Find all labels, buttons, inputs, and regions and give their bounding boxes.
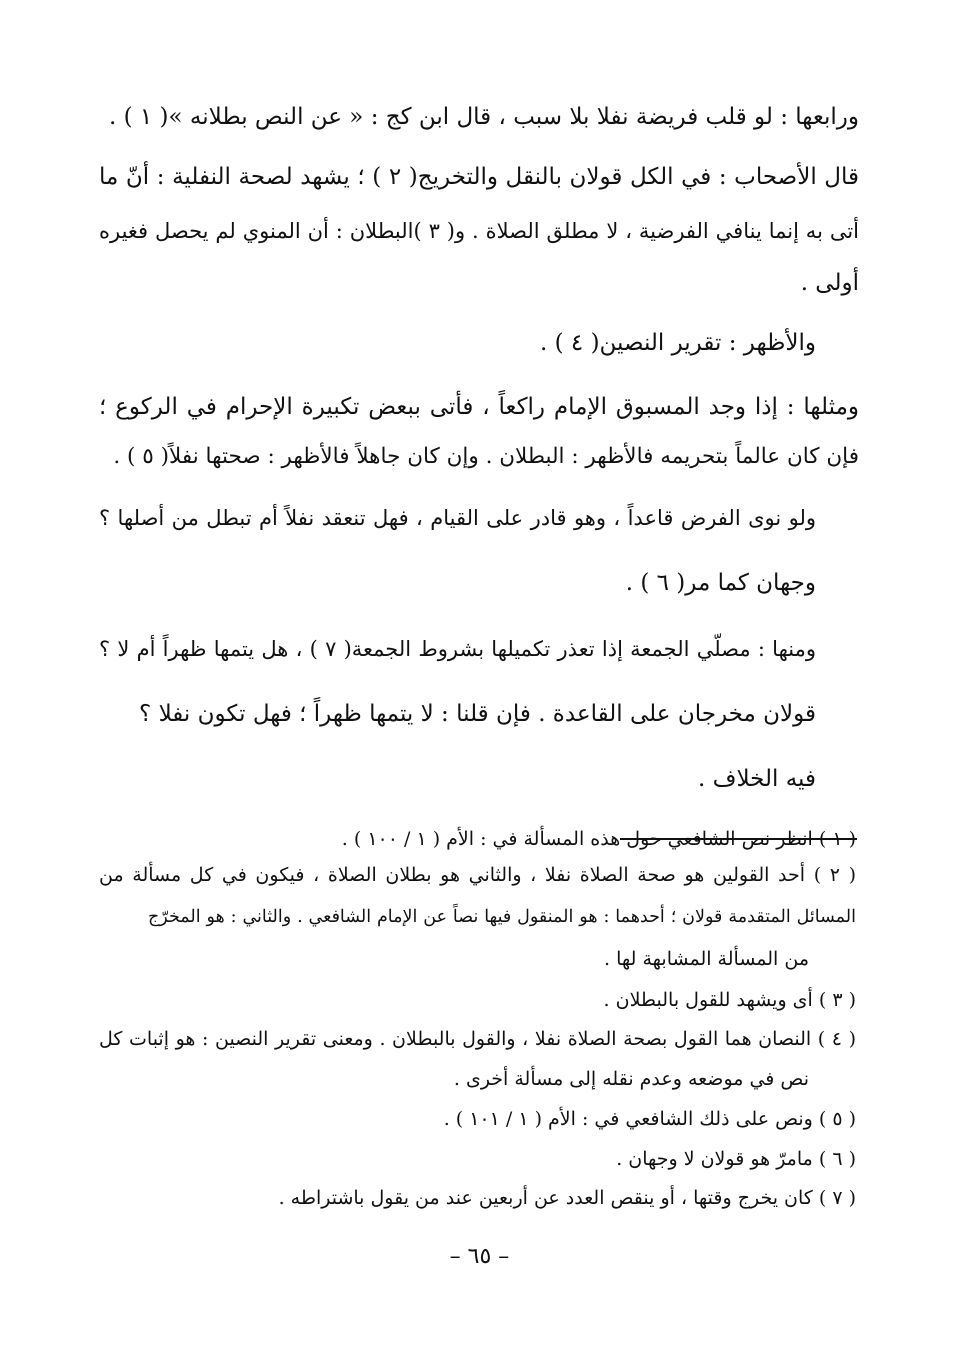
body-line-8: ولو نوى الفرض قاعداً ، وهو قادر على القيام ، فهل تنعقد نفلاً أم تبطل من أصلها ؟ [99,506,816,530]
footnote-3: ( ٣ ) أى ويشهد للقول بالبطلان . [603,989,856,1011]
page-number: – ٦٥ – [449,1244,510,1269]
body-line-5: والأظهر : تقرير النصين( ٤ ) . [540,330,816,356]
footnote-4-line-2: نص في موضعه وعدم نقله إلى مسألة أخرى . [453,1068,809,1090]
footnote-2-line-1: ( ٢ ) أحد القولين هو صحة الصلاة نفلا ، والثاني هو بطلان الصلاة ، فيكون في كل مسألة من [99,864,856,886]
body-line-11: قولان مخرجان على القاعدة . فإن قلنا : لا يتمها ظهراً ؛ فهل تكون نفلا ؟ [139,701,816,727]
body-line-2: قال الأصحاب : في الكل قولان بالنقل والتخريج( ٢ ) ؛ يشهد لصحة النفلية : أنّ ما [99,164,859,190]
footnote-4-line-1: ( ٤ ) النصان هما القول بصحة الصلاة نفلا ، والقول بالبطلان . ومعنى تقرير النصين : هو إثبات كل [99,1028,856,1050]
footnote-6: ( ٦ ) مامرّ هو قولان لا وجهان . [616,1148,856,1170]
footnote-1: ( ١ ) انظر نص الشافعي حول هذه المسألة في : الأم ( ١ / ١٠٠ ) . [341,828,856,850]
body-line-9: وجهان كما مر( ٦ ) . [625,570,816,596]
body-line-4: أولى . [800,270,859,296]
body-line-7: فإن كان عالماً بتحريمه فالأظهر : البطلان . وإن كان جاهلاً فالأظهر : صحتها نفلاً( ٥ ) . [113,444,859,469]
footnote-2-line-3: من المسألة المشابهة لها . [604,948,809,970]
footnote-2-line-2: المسائل المتقدمة قولان ؛ أحدهما : هو المنقول فيها نصاً عن الإمام الشافعي . والثاني : هو المخرّج [148,907,856,927]
body-line-6: ومثلها : إذا وجد المسبوق الإمام راكعاً ، فأتى ببعض تكبيرة الإحرام في الركوع ؛ [99,394,859,420]
body-line-1: ورابعها : لو قلب فريضة نفلا بلا سبب ، قال ابن كج : « عن النص بطلانه »( ١ ) . [108,104,859,130]
footnote-7: ( ٧ ) كان يخرج وقتها ، أو ينقص العدد عن أربعين عند من يقول باشتراطه . [278,1187,856,1209]
body-line-12: فيه الخلاف . [697,766,816,792]
footnote-5: ( ٥ ) ونص على ذلك الشافعي في : الأم ( ١ / ١٠١ ) . [443,1108,856,1130]
body-line-10: ومنها : مصلّي الجمعة إذا تعذر تكميلها بشروط الجمعة( ٧ ) ، هل يتمها ظهراً أم لا ؟ [99,637,816,661]
body-line-3: أتى به إنما ينافي الفرضية ، لا مطلق الصلاة . و( ٣ )البطلان : أن المنوي لم يحصل فغيره [99,219,860,243]
